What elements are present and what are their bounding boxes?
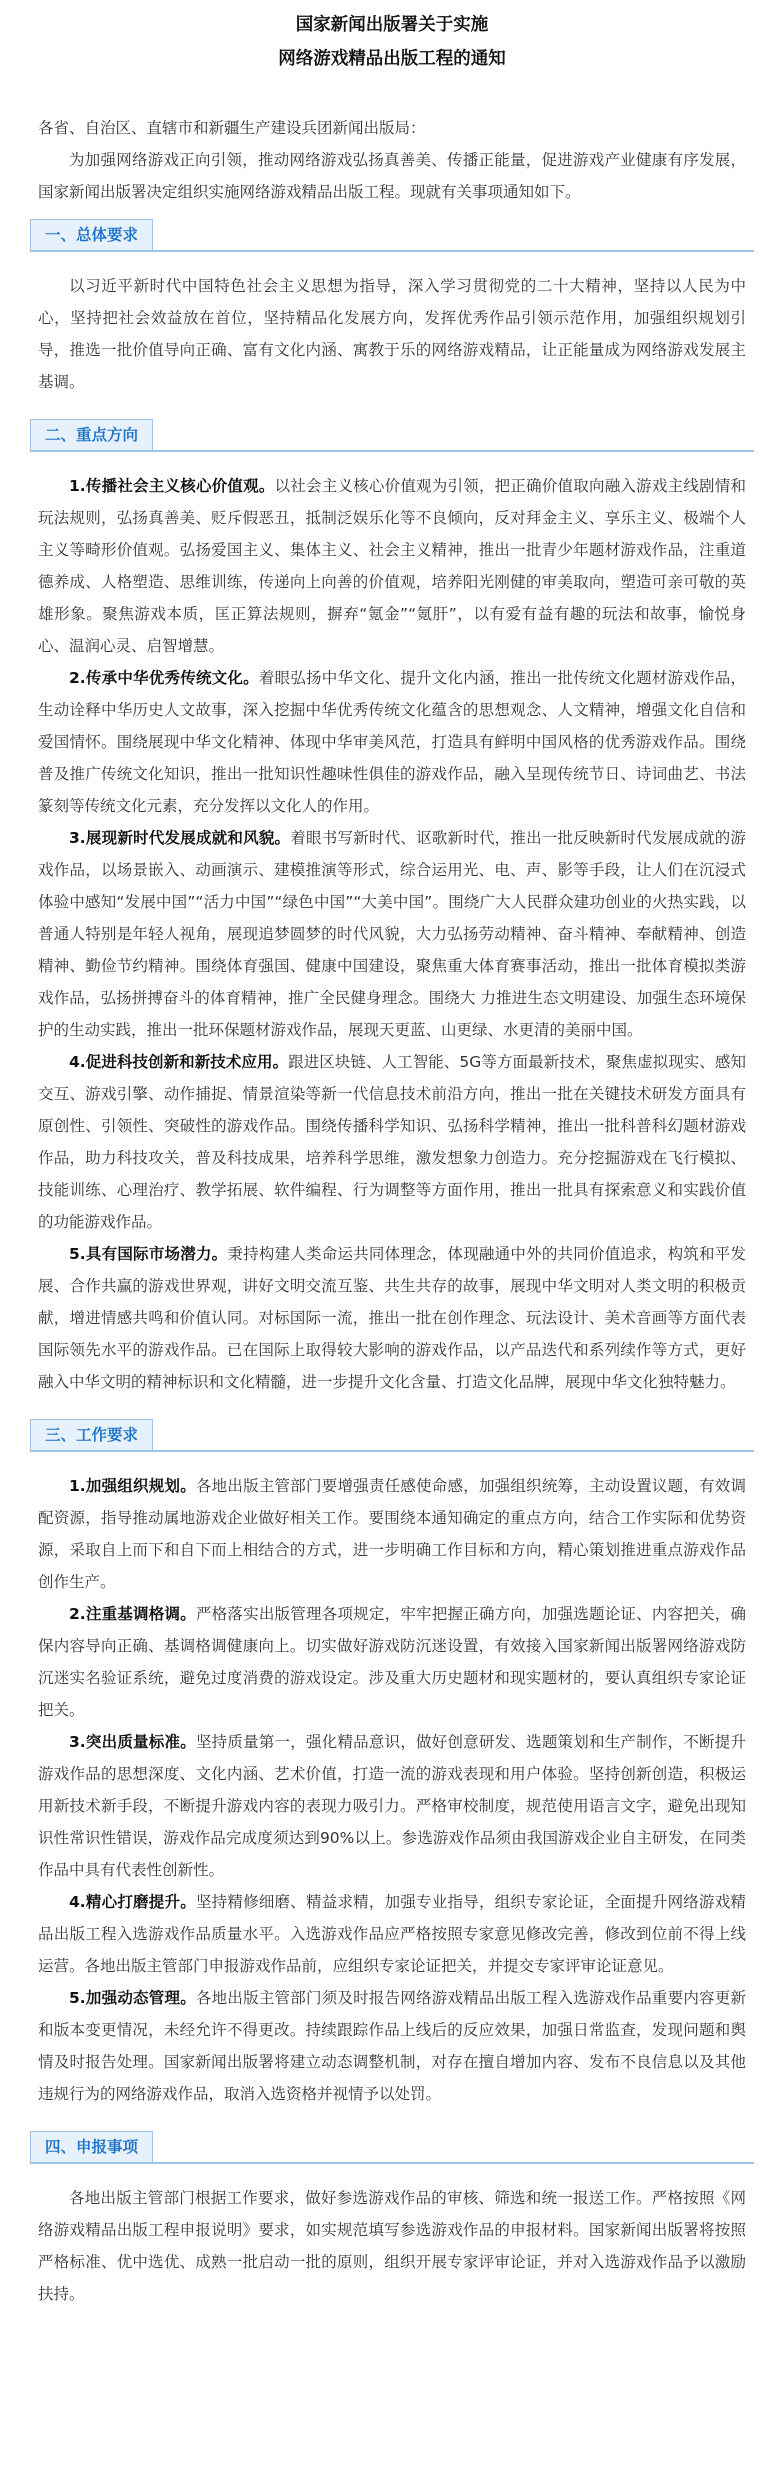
item-text: 各地出版主管部门要增强责任感使命感，加强组织统筹，主动设置议题，有效调配资源，指导推动属地游戏企业做好相关工作。要围绕本通知确定的重点方向，结合工作实际和优势资源，采取自上而下和自下而上相结合的方式，进一步明确工作目标和方向，精心策划推进重点游戏作品创作生产。 <box>38 1477 746 1591</box>
section-header-requirements <box>30 1416 754 1452</box>
section-header-directions <box>30 416 754 452</box>
item-text: 着眼弘扬中华文化、提升文化内涵，推出一批传统文化题材游戏作品，生动诠释中华历史人文故事，深入挖掘中华优秀传统文化蕴含的思想观念、人文精神，增强文化自信和爱国情怀。围绕展现中华文化精神、体现中华审美风范，打造具有鲜明中国风格的优秀游戏作品。围绕普及推广传统文化知识，推出一批知识性趣味性俱佳的游戏作品，融入呈现传统节日、诗词曲艺、书法篆刻等传统文化元素，充分发挥以文化人的作用。 <box>38 669 746 815</box>
list-item <box>38 1238 746 1398</box>
item-text: 秉持构建人类命运共同体理念，体现融通中外的共同价值追求，构筑和平发展、合作共赢的游戏世界观，讲好文明交流互鉴、共生共存的故事，展现中华文明对人类文明的积极贡献，增进情感共鸣和价值认同。对标国际一流，推出一批在创作理念、玩法设计、美术音画等方面代表国际领先水平的游戏作品。已在国际上取得较大影响的游戏作品，以产品迭代和系列续作等方式，更好融入中华文明的精神标识和文化精髓，进一步提升文化含量、打造文化品牌，展现中华文化独特魅力。 <box>38 1245 746 1391</box>
list-item <box>38 1982 746 2110</box>
list-item <box>38 1470 746 1598</box>
section-label: 四、申报事项 <box>30 2131 153 2162</box>
salutation: 各省、自治区、直辖市和新疆生产建设兵团新闻出版局： <box>38 119 426 137</box>
list-item <box>38 1726 746 1886</box>
item-heading: 3.突出质量标准。 <box>69 1733 196 1751</box>
item-heading: 4.精心打磨提升。 <box>69 1893 196 1911</box>
section-body-directions <box>38 470 746 1398</box>
list-item <box>38 1886 746 1982</box>
section-header-application <box>30 2128 754 2164</box>
item-heading: 2.传承中华优秀传统文化。 <box>69 669 259 687</box>
item-text: 各地出版主管部门须及时报告网络游戏精品出版工程入选游戏作品重要内容更新和版本变更情况，未经允许不得更改。持续跟踪作品上线后的反应效果，加强日常监查，发现问题和舆情及时报告处理。国家新闻出版署将建立动态调整机制，对存在擅自增加内容、发布不良信息以及其他违规行为的网络游戏作品，取消入选资格并视情予以处罚。 <box>38 1989 746 2103</box>
section-label: 一、总体要求 <box>30 219 153 250</box>
item-heading: 4.促进科技创新和新技术应用。 <box>69 1053 289 1071</box>
list-item <box>38 1046 746 1238</box>
item-heading: 5.具有国际市场潜力。 <box>69 1245 228 1263</box>
item-text: 以社会主义核心价值观为引领，把正确价值取向融入游戏主线剧情和玩法规则，弘扬真善美、贬斥假恶丑，抵制泛娱乐化等不良倾向，反对拜金主义、享乐主义、极端个人主义等畸形价值观。弘扬爱国主义、集体主义、社会主义精神，推出一批青少年题材游戏作品，注重道德养成、人格塑造、思维训练，传递向上向善的价值观，培养阳光刚健的审美取向，塑造可亲可敬的英雄形象。聚焦游戏本质，匡正算法规则，摒弃“氪金”“氪肝”，以有爱有益有趣的玩法和故事，愉悦身心、温润心灵、启智增慧。 <box>38 477 746 655</box>
intro-paragraph: 为加强网络游戏正向引领，推动网络游戏弘扬真善美、传播正能量，促进游戏产业健康有序发展，国家新闻出版署决定组织实施网络游戏精品出版工程。现就有关事项通知如下。 <box>38 151 746 201</box>
item-text: 着眼书写新时代、讴歌新时代，推出一批反映新时代发展成就的游戏作品，以场景嵌入、动画演示、建模推演等形式，综合运用光、电、声、影等手段，让人们在沉浸式体验中感知“发展中国”“活力中国”“绿色中国”“大美中国”。围绕广大人民群众建功创业的火热实践，以普通人特别是年轻人视角，展现追梦圆梦的时代风貌，大力弘扬劳动精神、奋斗精神、奉献精神、创造精神、勤俭节约精神。围绕体育强国、健康中国建设，聚焦重大体育赛事活动，推出一批体育模拟类游戏作品，弘扬拼搏奋斗的体育精神，推广全民健身理念。围绕大 力推进生态文明建设、加强生态环境保护的生动实践，推出一批环保题材游戏作品，展现天更蓝、山更绿、水更清的美丽中国。 <box>38 829 746 1039</box>
section-body-requirements <box>38 1470 746 2110</box>
item-heading: 5.加强动态管理。 <box>69 1989 196 2007</box>
section-body-general <box>38 270 746 398</box>
item-heading: 3.展现新时代发展成就和风貌。 <box>69 829 291 847</box>
item-text: 坚持质量第一，强化精品意识，做好创意研发、选题策划和生产制作，不断提升游戏作品的思想深度、文化内涵、艺术价值，打造一流的游戏表现和用户体验。坚持创新创造，积极运用新技术新手段，不断提升游戏内容的表现力吸引力。严格审校制度，规范使用语言文字，避免出现知识性常识性错误，游戏作品完成度须达到90%以上。参选游戏作品须由我国游戏企业自主研发，在同类作品中具有代表性创新性。 <box>38 1733 746 1879</box>
title-line-1: 国家新闻出版署关于实施 <box>295 15 489 35</box>
paragraph: 各地出版主管部门根据工作要求，做好参选游戏作品的审核、筛选和统一报送工作。严格按照《网络游戏精品出版工程申报说明》要求，如实规范填写参选游戏作品的申报材料。国家新闻出版署将按照严格标准、优中选优、成熟一批启动一批的原则，组织开展专家评审论证，并对入选游戏作品予以激励扶持。 <box>38 2189 746 2303</box>
section-label: 二、重点方向 <box>30 419 153 450</box>
title-line-2: 网络游戏精品出版工程的通知 <box>278 49 506 69</box>
item-heading: 1.传播社会主义核心价值观。 <box>69 477 275 495</box>
item-text: 跟进区块链、人工智能、5G等方面最新技术，聚焦虚拟现实、感知交互、游戏引擎、动作捕捉、情景渲染等新一代信息技术前沿方向，推出一批在关键技术研发方面具有原创性、引领性、突破性的游戏作品。围绕传播科学知识、弘扬科学精神，推出一批科普科幻题材游戏作品，助力科技攻关，普及科技成果，培养科学思维，激发想象力创造力。充分挖掘游戏在飞行模拟、技能训练、心理治疗、教学拓展、软件编程、行为调整等方面作用，推出一批具有探索意义和实践价值的功能游戏作品。 <box>38 1053 746 1231</box>
section-header-general <box>30 216 754 252</box>
list-item <box>38 470 746 662</box>
item-heading: 1.加强组织规划。 <box>69 1477 196 1495</box>
item-text: 严格落实出版管理各项规定，牢牢把握正确方向，加强选题论证、内容把关，确保内容导向正确、基调格调健康向上。切实做好游戏防沉迷设置，有效接入国家新闻出版署网络游戏防沉迷实名验证系统，避免过度消费的游戏设定。涉及重大历史题材和现实题材的，要认真组织专家论证把关。 <box>38 1605 746 1719</box>
item-heading: 2.注重基调格调。 <box>69 1605 196 1623</box>
paragraph: 以习近平新时代中国特色社会主义思想为指导，深入学习贯彻党的二十大精神，坚持以人民为中心，坚持把社会效益放在首位，坚持精品化发展方向，发挥优秀作品引领示范作用，加强组织规划引导，推选一批价值导向正确、富有文化内涵、寓教于乐的网络游戏精品，让正能量成为网络游戏发展主基调。 <box>38 277 746 391</box>
list-item <box>38 1598 746 1726</box>
list-item <box>38 662 746 822</box>
section-body-application <box>38 2182 746 2310</box>
list-item <box>38 822 746 1046</box>
section-label: 三、工作要求 <box>30 1419 153 1450</box>
item-text: 坚持精修细磨、精益求精，加强专业指导，组织专家论证，全面提升网络游戏精品出版工程入选游戏作品质量水平。入选游戏作品应严格按照专家意见修改完善，修改到位前不得上线运营。各地出版主管部门申报游戏作品前，应组织专家论证把关，并提交专家评审论证意见。 <box>38 1893 746 1975</box>
